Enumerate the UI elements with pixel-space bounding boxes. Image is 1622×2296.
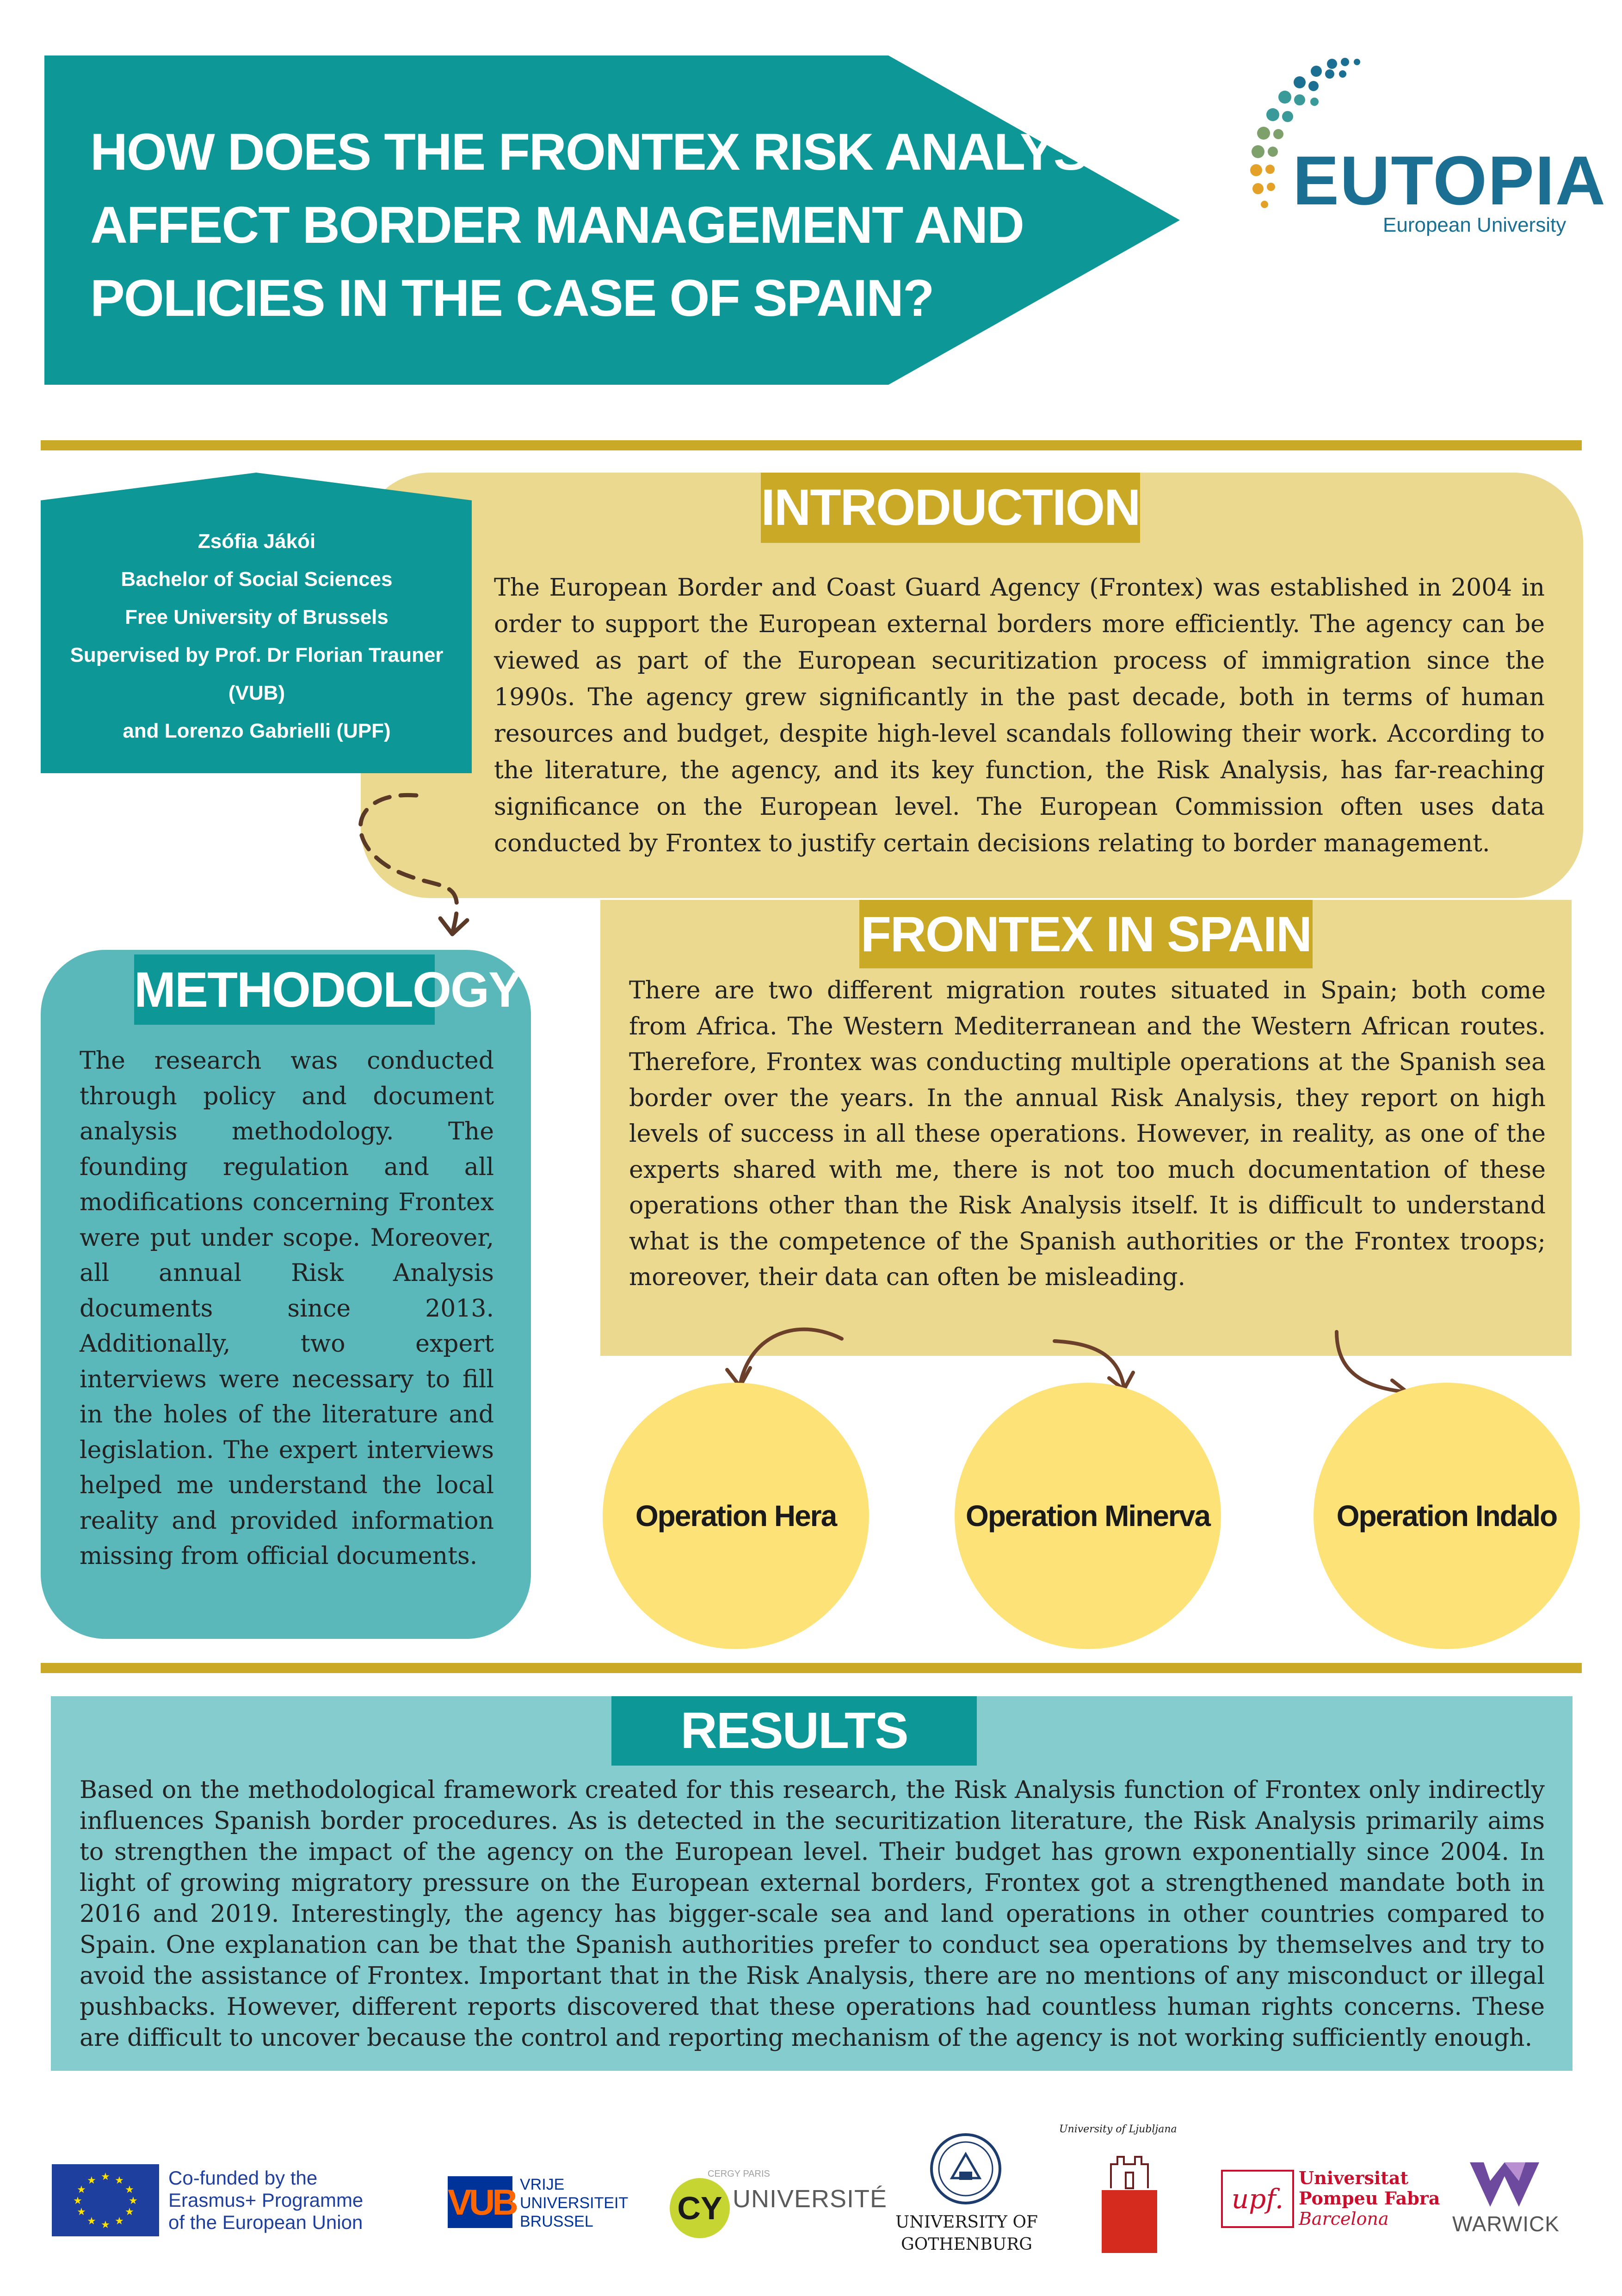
- gothenburg-seal-icon: [929, 2132, 1003, 2206]
- cy-logo-mark: CY: [670, 2178, 730, 2238]
- vub-line-3: BRUSSEL: [520, 2213, 593, 2230]
- svg-text:★: ★: [115, 2175, 124, 2186]
- cy-small-text: CERGY PARIS: [708, 2169, 770, 2179]
- upf-text: [1299, 2168, 1440, 2229]
- svg-text:★: ★: [87, 2175, 96, 2186]
- upf-logo-mark: upf.: [1221, 2170, 1294, 2228]
- author-info: [56, 523, 458, 750]
- methodology-heading: METHODOLOGY: [134, 954, 435, 1025]
- title-line-1: HOW DOES THE FRONTEX RISK ANALYSIS: [90, 123, 1135, 181]
- svg-text:★: ★: [101, 2171, 110, 2183]
- operation-minerva-label: Operation Minerva: [966, 1499, 1210, 1533]
- svg-text:★: ★: [129, 2195, 138, 2207]
- svg-text:★: ★: [77, 2206, 86, 2218]
- operation-hera-circle: [603, 1383, 869, 1649]
- author-supervisor-2: and Lorenzo Gabrielli (UPF): [123, 720, 391, 742]
- ljubljana-logo-icon: [1102, 2146, 1157, 2253]
- eutopia-logo-subtitle: European University: [1383, 214, 1566, 236]
- results-heading: RESULTS: [611, 1696, 977, 1766]
- svg-text:★: ★: [125, 2184, 134, 2196]
- title-line-2: AFFECT BORDER MANAGEMENT AND: [90, 196, 1024, 254]
- top-divider: [41, 440, 1582, 450]
- upf-line-2: Pompeu Fabra: [1299, 2188, 1440, 2209]
- dashed-arrow-icon: [333, 782, 481, 948]
- cy-logo-name: UNIVERSITÉ: [733, 2185, 888, 2213]
- gothenburg-text: [893, 2211, 1041, 2256]
- introduction-text: The European Border and Coast Guard Agency (Frontex) was established in 2004 in order to support the European external borders more efficiently. The agency can be viewed as part of the European securitization process of immigration since the 1990s. The agency grew significantly in the past decade, both in terms of human resources and budget, despite high-level scandals following their work. According to the literature, the agency, and its key function, the Risk Analysis, has far-reaching significance on the European level. The European Commission often uses data conducted by Frontex to justify certain decisions relating to border management.: [494, 574, 1545, 857]
- eutopia-logo-name: EUTOPIA: [1293, 142, 1607, 219]
- vub-logo-mark: VUB: [448, 2176, 512, 2228]
- frontex-spain-text: There are two different migration routes situated in Spain; both come from Africa. The Western Mediterranean and the Western African routes. Therefore, Frontex was conducting multiple operations at the Spanish sea border over the years. In the annual Risk Analysis, they report on high levels of success in all these operations. However, in reality, as one of the experts shared with me, there is not too much documentation of these operations other than the Risk Analysis itself. It is difficult to understand what is the competence of the Spanish authorities or the Frontex troops; moreover, their data can often be misleading.: [629, 977, 1546, 1291]
- frontex-spain-heading: FRONTEX IN SPAIN: [859, 900, 1313, 968]
- introduction-heading: INTRODUCTION: [761, 473, 1140, 543]
- svg-text:★: ★: [115, 2216, 124, 2227]
- ljubljana-text: University of Ljubljana: [1059, 2124, 1177, 2135]
- middle-divider: [41, 1663, 1582, 1673]
- erasmus-line-3: of the European Union: [168, 2211, 363, 2233]
- title-line-3: POLICIES IN THE CASE OF SPAIN?: [90, 269, 934, 327]
- warwick-icon: [1470, 2162, 1539, 2207]
- vub-line-1: VRIJE: [520, 2176, 565, 2193]
- svg-text:★: ★: [125, 2206, 134, 2218]
- svg-text:★: ★: [87, 2216, 96, 2227]
- svg-text:★: ★: [101, 2219, 110, 2231]
- gothenburg-line-1: UNIVERSITY OF: [895, 2213, 1038, 2232]
- author-supervisor-1: Supervised by Prof. Dr Florian Trauner (VUB): [70, 644, 444, 704]
- svg-text:★: ★: [77, 2184, 86, 2196]
- erasmus-line-1: Co-funded by the: [168, 2167, 318, 2189]
- author-name: Zsófia Jákói: [197, 530, 316, 553]
- vub-text: [520, 2175, 628, 2231]
- poster-title: [90, 116, 1154, 335]
- warwick-logo-name: WARWICK: [1452, 2212, 1560, 2236]
- gothenburg-line-2: GOTHENBURG: [900, 2235, 1033, 2254]
- operation-minerva-circle: [955, 1383, 1221, 1649]
- operation-indalo-label: Operation Indalo: [1336, 1499, 1557, 1533]
- methodology-text: The research was conducted through policy and document analysis methodology. The founding regulation and all modifications concerning Frontex were put under scope. Moreover, all annual Risk Analysis documents since 2013. Additionally, two expert interviews were necessary to fill in the holes of the literature and legislation. The expert interviews helped me understand the local reality and provided information missing from official documents.: [80, 1047, 494, 1570]
- operation-indalo-circle: [1314, 1383, 1580, 1649]
- erasmus-line-2: Erasmus+ Programme: [168, 2189, 364, 2211]
- author-university: Free University of Brussels: [125, 606, 389, 628]
- svg-text:★: ★: [73, 2195, 82, 2207]
- results-text: Based on the methodological framework created for this research, the Risk Analysis function of Frontex only indirectly influences Spanish border procedures. As is detected in the securitization literature, the Risk Analysis primarily aims to strengthen the impact of the agency on the European level. Their budget has grown exponentially since 2004. In light of growing migratory pressure on the European external borders, Frontex got a strengthened mandate both in 2016 and 2019. Interestingly, the agency has bigger-scale sea and land operations in other countries compared to Spain. One explanation can be that the Spanish authorities prefer to conduct sea operations by themselves and try to avoid the assistance of Frontex. Important that in the Risk Analysis, there are no mentions of any misconduct or illegal pushbacks. However, different reports discovered that these operations had countless human rights concerns. These are difficult to uncover because the control and reporting mechanism of the agency is not working sufficiently enough.: [80, 1776, 1545, 2052]
- author-degree: Bachelor of Social Sciences: [121, 568, 393, 591]
- operation-hera-label: Operation Hera: [635, 1499, 837, 1533]
- eu-flag-icon: [52, 2164, 159, 2236]
- upf-line-3: Barcelona: [1299, 2209, 1389, 2229]
- upf-line-1: Universitat: [1299, 2167, 1409, 2188]
- vub-line-2: UNIVERSITEIT: [520, 2194, 629, 2212]
- erasmus-text: [168, 2167, 363, 2234]
